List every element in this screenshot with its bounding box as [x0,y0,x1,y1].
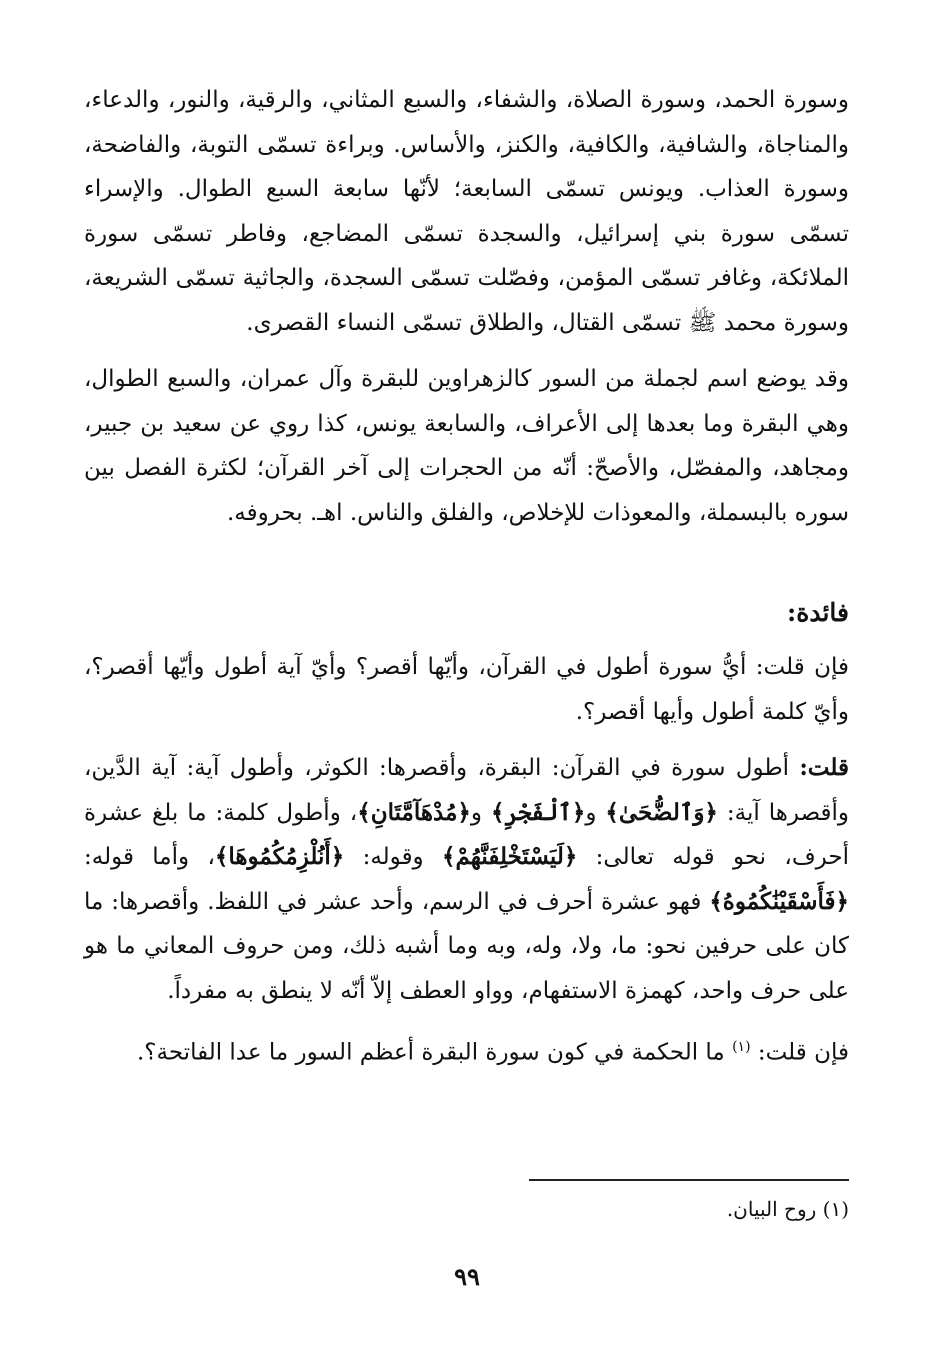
section-heading: فائدة: [787,598,849,627]
question-lead: فإن قلت: [757,1039,849,1066]
page-number: ٩٩ [454,1262,480,1291]
paragraph-question-baqarah [84,1025,849,1075]
footnote-divider [529,1179,849,1181]
answer-text-1: أطول سورة في القرآن: البقرة، وأقصرها: الكوثر، وأطول آية: آية الدَّين، وأقصرها آية: [84,755,850,826]
answer-text-3: وقوله: [344,844,442,870]
quran-quote-mudhammatan: ﴿مُدْهَآمَّتَانِ﴾ [357,798,471,826]
answer-lead: قلت: [799,754,849,781]
footnote-reference[interactable]: (١) [732,1039,751,1055]
quran-quote-fasqaynakumuhu: ﴿فَأَسْقَيْنَٰكُمُوهُ﴾ [709,887,849,915]
answer-text-4: ، وأما قوله: [84,844,215,870]
quran-quote-anulzimukumuha: ﴿أَنُلْزِمُكُمُوهَا﴾ [214,843,345,870]
answer-text-2: ، وأطول كلمة: ما بلغ عشرة أحرف، نحو قوله تعالى: [84,799,849,870]
page-body [84,78,849,1075]
paragraph-surah-names: وسورة الحمد، وسورة الصلاة، والشفاء، والسبع المثاني، والرقية، والنور، والدعاء، والمناجاة، والشافية، والكافية، والكنز، والأساس. وبراءة تسمّى التوبة، والفاضحة، وسورة العذاب. ويونس تسمّى السابعة؛ لأنّها سابعة السبع الطوال. والإسراء تسمّى سورة بني إسرائيل، والسجدة تسمّى المضاجع، وفاطر تسمّى سورة الملائكة، وغافر تسمّى المؤمن، وفصّلت تسمّى السجدة، والجاثية تسمّى الشريعة، وسورة محمد ﷺ تسمّى القتال، والطلاق تسمّى النساء القصرى. [84,87,849,336]
paragraph-question-longest: فإن قلت: أيُّ سورة أطول في القرآن، وأيّها أقصر؟ وأيّ آية أطول وأيّها أقصر؟، وأيّ كلمة أطول وأيها أقصر؟. [84,654,849,725]
quran-quote-duha: ﴿وَٱلضُّحَىٰ﴾ [605,798,718,826]
answer-text-5: فهو عشرة أحرف في الرسم، وأحد عشر في اللفظ. وأقصرها: ما كان على حرفين نحو: ما، ولا، وله، وبه وما أشبه ذلك، ومن حروف المعاني ما هو على حرف واحد، كهمزة الاستفهام، وواو العطف إلاّ أنّه لا ينطق به مفرداً. [84,888,849,1004]
paragraph-surah-groups: وقد يوضع اسم لجملة من السور كالزهراوين للبقرة وآل عمران، والسبع الطوال، وهي البقرة وما بعدها إلى الأعراف، والسابعة يونس، كذا روي عن سعيد بن جبير، ومجاهد، والمفصّل، والأصحّ: أنّه من الحجرات إلى آخر القرآن؛ لكثرة الفصل بين سوره بالبسملة، والمعوذات للإخلاص، والفلق والناس. اهـ. بحروفه. [84,366,849,526]
paragraph-answer [84,746,849,1013]
conjunction: و [470,799,491,826]
quran-quote-fajr: ﴿ٱلْفَجْرِ﴾ [490,798,586,826]
footnote: (١) روح البيان. [726,1197,849,1221]
conjunction: و [585,799,606,826]
quran-quote-yastakhlifannahum: ﴿لَيَسْتَخْلِفَنَّهُمْ﴾ [442,843,578,870]
question-text: ما الحكمة في كون سورة البقرة أعظم السور ما عدا الفاتحة؟. [136,1039,733,1066]
